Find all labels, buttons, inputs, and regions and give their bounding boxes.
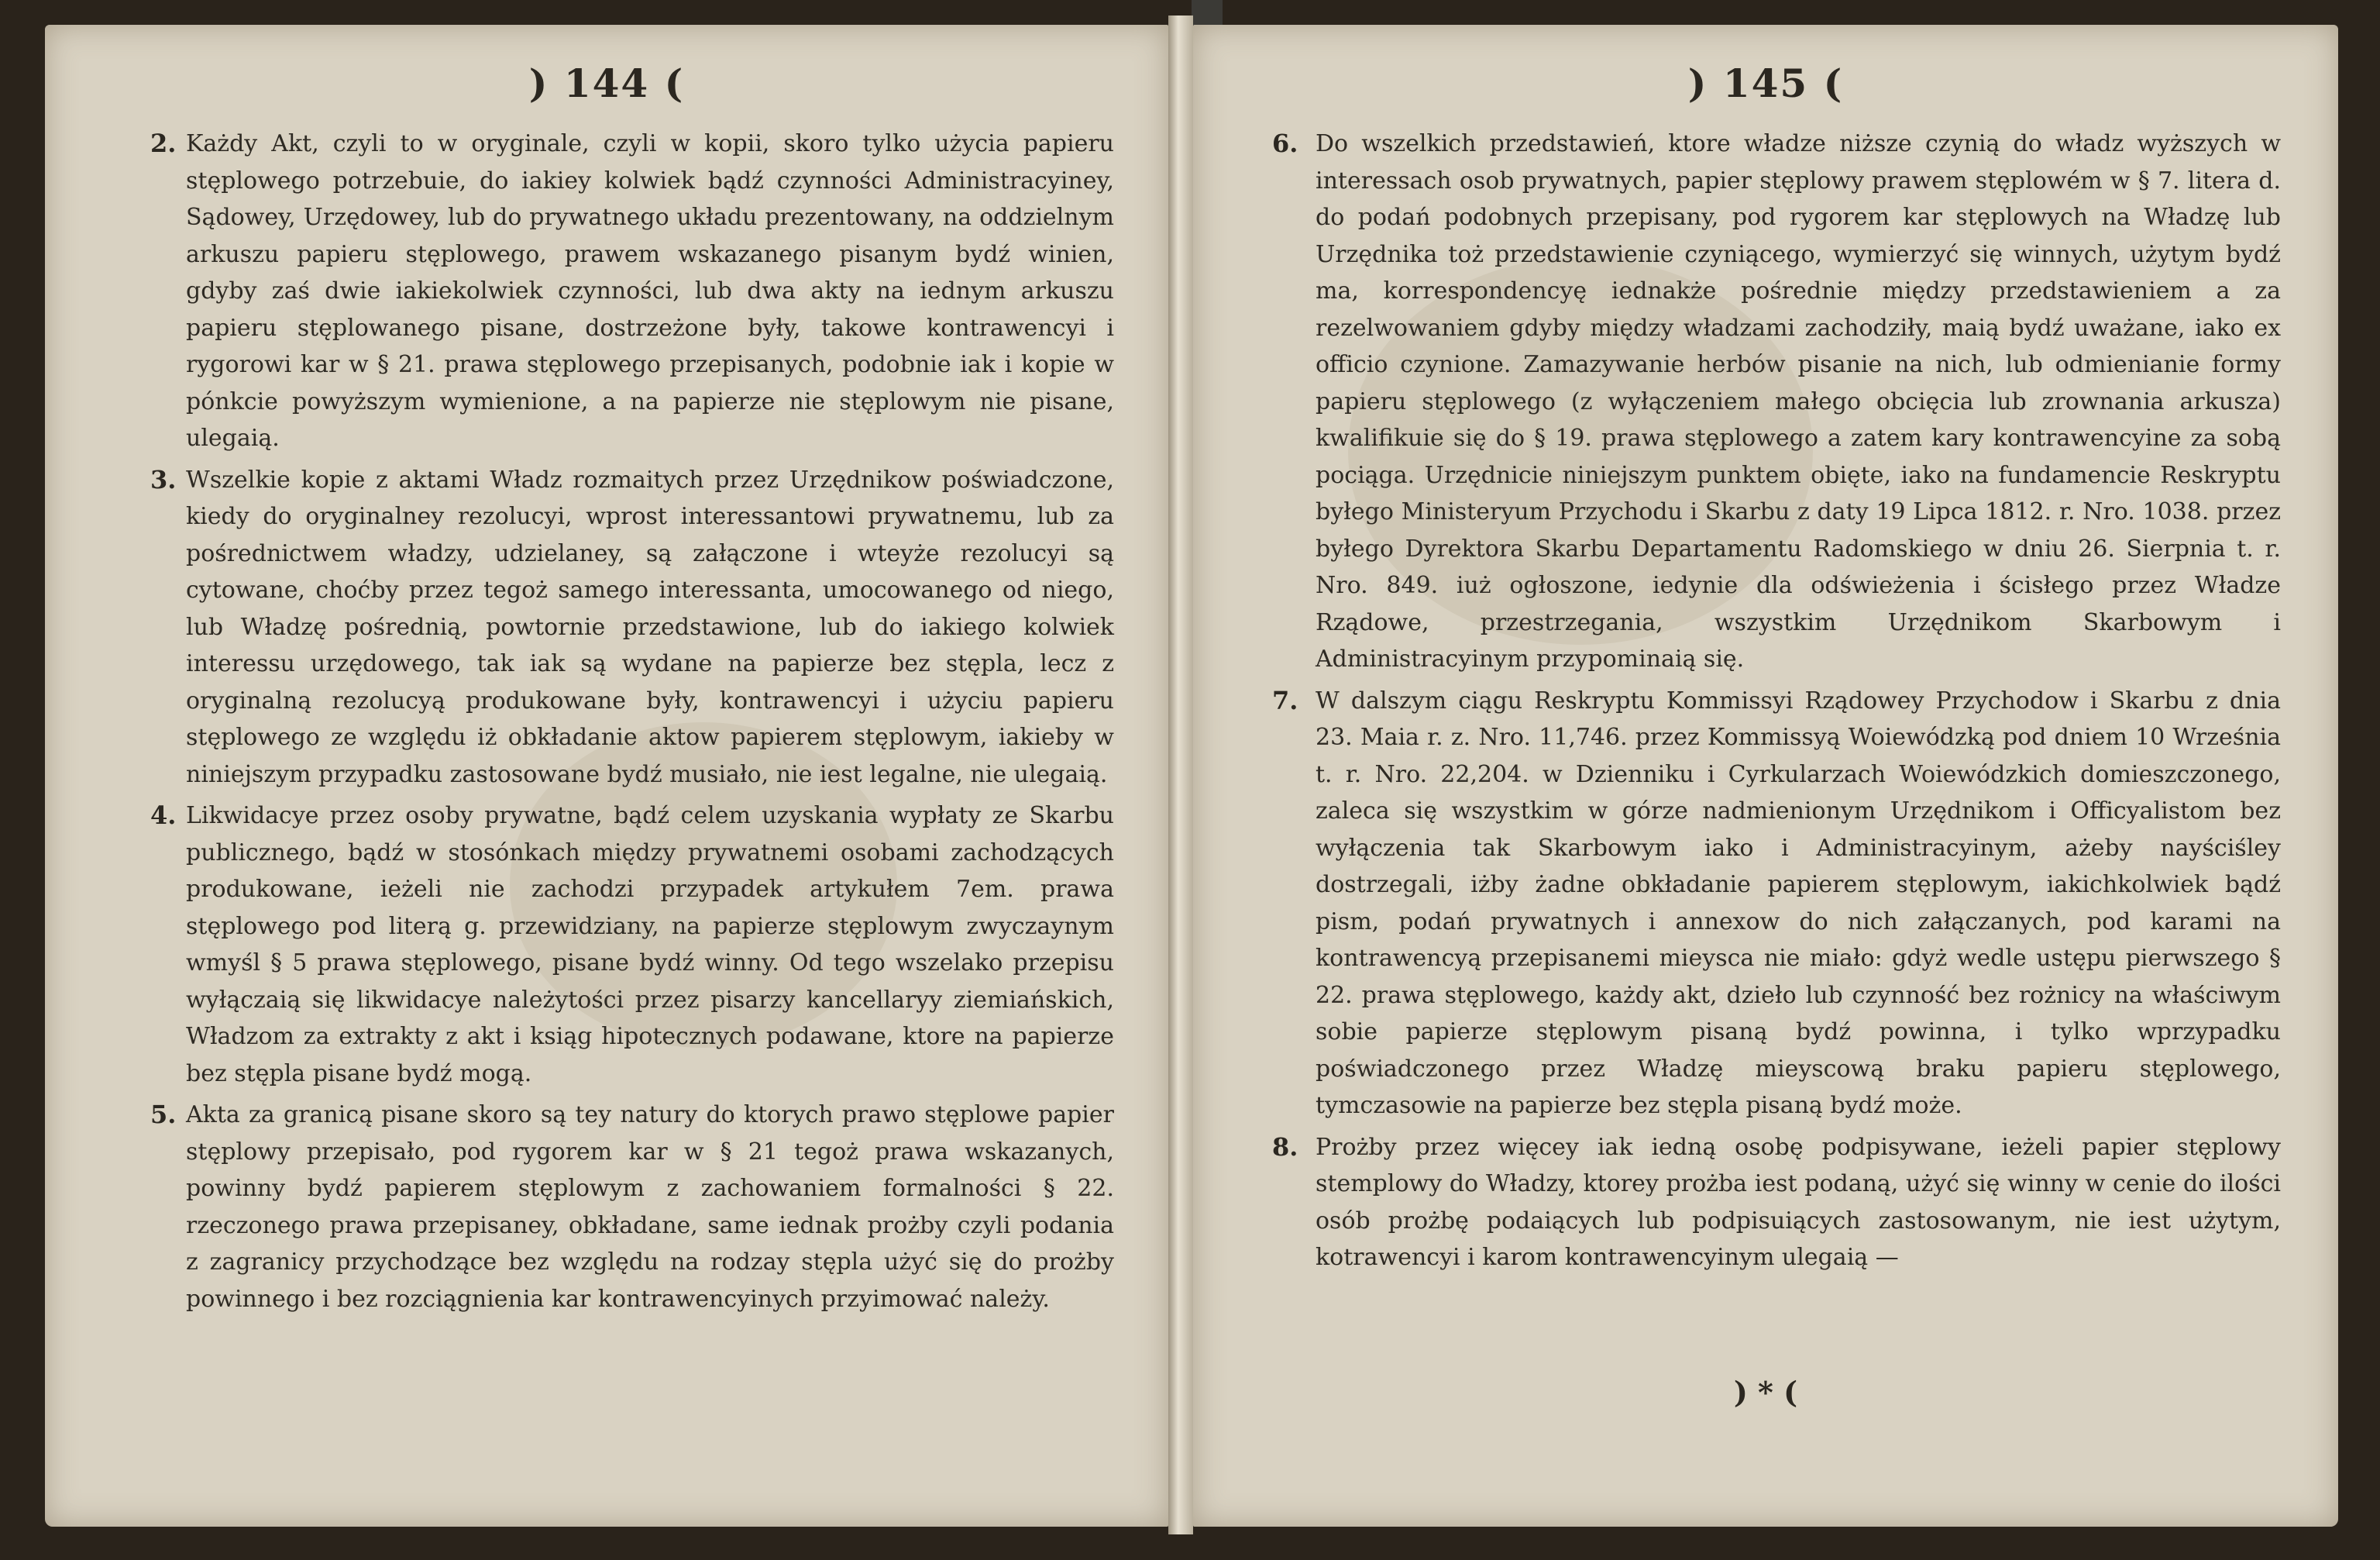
paragraph-text: Każdy Akt, czyli to w oryginale, czyli w kopii, skoro tylko użycia papieru stęplowego potrzebuie, do iakiey kolwiek bądź czynności Administracyiney, Sądowey, Urzędowey, lub do prywatnego układu prezentowany, na oddzielnym arkuszu papieru stęplowego, prawem wskazanego pisanym bydź winien, gdyby zaś dwie iakiekolwiek czynności, lub dwa akty na iednym arkuszu papieru stęplowanego pisane, dostrzeżone były, takowe kontrawencyi i rygorowi kar w § 21. prawa stęplowego przepisanych, podobnie iak i kopie w pónkcie powyższym wymienione, a na papierze nie stęplowym nie pisane, ulegaią. <box>186 130 1114 452</box>
paragraph <box>150 126 1114 457</box>
paragraph-text: Do wszelkich przedstawień, ktore władze niższe czynią do władz wyższych w interessach osob prywatnych, papier stęplowy prawem stęplowém w § 7. litera d. do podań podobnych przepisany, pod rygorem kar stęplowych na Władzę lub Urzędnika toż przedstawienie czyniącego, wymierzyć się winnych, użytym bydź ma, korrespondencyę iednakże pośrednie między przedstawieniem a za rezelwowaniem gdyby między władzami zachodziły, maią bydź uważane, iako ex officio czynione. Zamazywanie herbów pisanie na nich, lub odmienianie formy papieru stęplowego (z wyłączeniem małego obcięcia lub zrownania arkusza) kwalifikuie się do § 19. prawa stęplowego a zatem kary kontrawencyine za sobą pociąga. Urzędnicie niniejszym punktem obięte, iako na fundamencie Reskryptu byłego Ministeryum Przychodu i Skarbu z daty 19 Lipca 1812. r. Nro. 1038. przez byłego Dyrektora Skarbu Departamentu Radomskiego w dniu 26. Sierpnia t. r. Nro. 849. iuż ogłoszone, iedynie dla odświeżenia i ścisłego przez Władze Rządowe, przestrzegania, wszystkim Urzędnikom Skarbowym i Administracyinym przypominaią się. <box>1316 130 2281 673</box>
paragraph <box>1272 683 2281 1124</box>
paragraph-text: Likwidacye przez osoby prywatne, bądź celem uzyskania wypłaty ze Skarbu publicznego, bądź w stosónkach między prywatnemi osobami zachodzących produkowane, ieżeli nie zachodzi przypadek artykułem 7em. prawa stęplowego pod literą g. przewidziany, na papierze stęplowym zwyczaynym wmyśl § 5 prawa stęplowego, pisane bydź winny. Od tego wszelako przepisu wyłączaią się likwidacye należytości przez pisarzy kancellaryy ziemiańskich, Władzom za extrakty z akt i ksiąg hipotecznych podawane, ktore na papierze bez stępla pisane bydź mogą. <box>186 802 1114 1087</box>
left-page <box>45 25 1168 1527</box>
right-page <box>1193 25 2338 1527</box>
paragraph-number: 3. <box>150 464 177 494</box>
paragraph-text: W dalszym ciągu Reskryptu Kommissyi Rządowey Przychodow i Skarbu z dnia 23. Maia r. z. Nro. 11,746. przez Kommissyą Woiewódzką pod dniem 10 Września t. r. Nro. 22,204. w Dzienniku i Cyrkularzach Woiewódzkich domieszczonego, zaleca się wszystkim w górze nadmienionym Urzędnikom i Officyalistom bez wyłączenia tak Skarbowym iako i Administracyinym, ażeby nayściśley dostrzegali, iżby żadne obkładanie papierem stęplowym, iakichkolwiek bądź pism, podań prywatnych i annexow do nich załączanych, pod karami na kontrawencyą przepisanemi mieysca nie miało: gdyż wedle ustępu pierwszego § 22. prawa stęplowego, każdy akt, dzieło lub czynność bez rożnicy na właściwym sobie papierze stęplowym pisaną bydź powinna, i tylko wprzypadku poświadczonego przez Władzę mieyscową braku papieru stęplowego, tymczasowie na papierze bez stępla pisaną bydź może. <box>1316 687 2281 1119</box>
book-gutter <box>1168 15 1193 1534</box>
right-page-text <box>1272 126 2281 1281</box>
paragraph <box>150 797 1114 1092</box>
paragraph-number: 4. <box>150 801 177 830</box>
paragraph-text: Prożby przez więcey iak iedną osobę podpisywane, ieżeli papier stęplowy stemplowy do Władzy, ktorey prożba iest podaną, użyć się winny w cenie do ilości osób prożbę podaiących lub podpisuiących zastosowanym, nie iest użytym, kotrawencyi i karom kontrawencyinym ulegaią — <box>1316 1133 2281 1271</box>
paragraph-number: 6. <box>1272 129 1298 158</box>
paragraph-number: 8. <box>1272 1131 1298 1162</box>
paragraph <box>1272 1129 2281 1276</box>
paragraph-text: Akta za granicą pisane skoro są tey natury do ktorych prawo stęplowe papier stęplowy przepisało, pod rygorem kar w § 21 tegoż prawa wskazanych, powinny bydź papierem stęplowym z zachowaniem formalności § 22. rzeczonego prawa przepisaney, obkładane, same iednak prożby czyli podania z zagranicy przychodzące bez względu na rodzay stępla użyć się do prożby powinnego i bez rozciągnienia kar kontrawencyinych przyimować należy. <box>186 1101 1114 1313</box>
left-page-text <box>150 126 1114 1322</box>
paragraph-text: Wszelkie kopie z aktami Władz rozmaitych przez Urzędnikow poświadczone, kiedy do oryginalney rezolucyi, wprost interessantowi prywatnemu, lub za pośrednictwem władzy, udzielaney, są załączone i wteyże rezolucyi są cytowane, choćby przez tegoż samego interessanta, umocowanego od niego, lub Władzę pośrednią, powtornie przedstawione, lub do iakiego kolwiek interessu urzędowego, tak iak są wydane na papierze bez stępla, lecz z oryginalną rezolucyą produkowane były, kontrawencyi i użyciu papieru stęplowego ze względu iż obkładanie aktow papierem stęplowym, iakieby w niniejszym przypadku zastosowane bydź musiało, nie iest legalne, nie ulegaią. <box>186 466 1114 788</box>
page-number-header: ) 144 ( <box>528 60 685 106</box>
paragraph-number: 5. <box>150 1100 177 1129</box>
paragraph <box>1272 126 2281 678</box>
page-footer-ornament: ) * ( <box>1733 1375 1798 1410</box>
paragraph-number: 2. <box>150 129 177 158</box>
paragraph <box>150 1097 1114 1317</box>
paragraph <box>150 462 1114 794</box>
paragraph-number: 7. <box>1272 685 1298 715</box>
page-number-header: ) 145 ( <box>1687 60 1844 106</box>
